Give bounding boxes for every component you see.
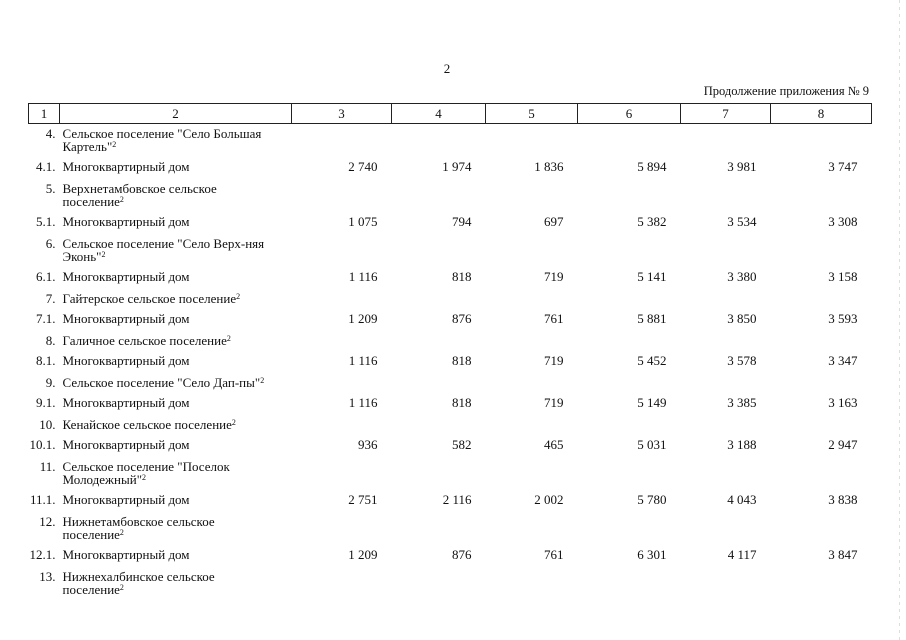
value-col-5 bbox=[486, 457, 578, 486]
row-name bbox=[63, 492, 190, 507]
row-number: 6.1. bbox=[36, 268, 56, 284]
row-name-cell bbox=[60, 234, 292, 263]
value-col-8: 3 308 bbox=[828, 213, 858, 229]
value-col-5 bbox=[486, 567, 578, 596]
value-col-8: 3 163 bbox=[828, 394, 858, 410]
row-name-text: Верхнетамбовское сельское поселение bbox=[62, 181, 217, 209]
value-col-5: 719 bbox=[544, 268, 564, 284]
value-col-4: 818 bbox=[452, 394, 472, 410]
row-name-text: Многоквартирный дом bbox=[62, 394, 190, 410]
value-col-7 bbox=[681, 179, 771, 208]
value-col-8 bbox=[771, 567, 872, 596]
value-col-5 bbox=[486, 179, 578, 208]
row-name-cell bbox=[60, 289, 292, 305]
table-row bbox=[29, 486, 872, 512]
value-col-7 bbox=[681, 415, 771, 431]
table-row bbox=[29, 347, 872, 373]
row-number: 10.1. bbox=[29, 436, 56, 452]
value-col-6 bbox=[578, 331, 681, 347]
value-col-5 bbox=[486, 124, 578, 154]
value-col-4 bbox=[392, 289, 486, 305]
value-col-4 bbox=[392, 567, 486, 596]
row-name-text: Многоквартирный дом bbox=[62, 268, 190, 284]
row-number: 4. bbox=[45, 126, 56, 141]
table-header bbox=[29, 104, 872, 124]
table-section-row bbox=[29, 124, 872, 154]
value-col-6 bbox=[578, 289, 681, 305]
row-name-cell bbox=[60, 431, 292, 457]
table-row bbox=[29, 389, 872, 415]
table-section-row bbox=[29, 234, 872, 263]
value-col-5 bbox=[486, 512, 578, 541]
row-name-text: Многоквартирный дом bbox=[62, 352, 190, 368]
row-name-cell bbox=[60, 512, 292, 541]
row-number: 9.1. bbox=[36, 394, 56, 410]
value-col-7 bbox=[681, 331, 771, 347]
row-name-cell bbox=[60, 263, 292, 289]
value-col-7: 4 043 bbox=[727, 491, 757, 507]
value-col-4 bbox=[392, 373, 486, 389]
row-name bbox=[63, 311, 190, 326]
table-section-row bbox=[29, 331, 872, 347]
row-name bbox=[63, 292, 278, 305]
row-number: 10. bbox=[39, 417, 56, 432]
footnote-marker: 2 bbox=[231, 418, 236, 427]
value-col-4 bbox=[392, 179, 486, 208]
value-col-6 bbox=[578, 567, 681, 596]
value-col-5: 465 bbox=[544, 436, 564, 452]
row-name bbox=[63, 159, 190, 174]
value-col-7 bbox=[681, 567, 771, 596]
value-col-5: 697 bbox=[544, 213, 564, 229]
value-col-8: 3 847 bbox=[828, 546, 858, 562]
value-col-7: 3 850 bbox=[727, 310, 757, 326]
value-col-4: 582 bbox=[452, 436, 472, 452]
value-col-3: 2 751 bbox=[348, 491, 378, 507]
value-col-4 bbox=[392, 331, 486, 347]
value-col-7 bbox=[681, 234, 771, 263]
value-col-8 bbox=[771, 512, 872, 541]
value-col-7 bbox=[681, 512, 771, 541]
row-number: 8. bbox=[45, 333, 56, 348]
table-section-row bbox=[29, 289, 872, 305]
value-col-5 bbox=[486, 331, 578, 347]
value-col-8 bbox=[771, 457, 872, 486]
value-col-7 bbox=[681, 289, 771, 305]
value-col-8: 3 158 bbox=[828, 268, 858, 284]
row-name-cell bbox=[60, 124, 292, 154]
value-col-7 bbox=[681, 124, 771, 154]
value-col-5 bbox=[486, 373, 578, 389]
row-number: 8.1. bbox=[36, 352, 56, 368]
value-col-5: 761 bbox=[544, 546, 564, 562]
table-row bbox=[29, 541, 872, 567]
value-col-8 bbox=[771, 415, 872, 431]
value-col-6: 5 141 bbox=[637, 268, 667, 284]
row-number: 6. bbox=[45, 236, 56, 251]
value-col-4 bbox=[392, 124, 486, 154]
value-col-3 bbox=[292, 373, 392, 389]
table-section-row bbox=[29, 567, 872, 596]
row-number: 12.1. bbox=[29, 546, 56, 562]
row-name-cell bbox=[60, 415, 292, 431]
value-col-4: 818 bbox=[452, 268, 472, 284]
row-name bbox=[63, 570, 278, 596]
value-col-6: 5 382 bbox=[637, 213, 667, 229]
value-col-8: 3 347 bbox=[828, 352, 858, 368]
value-col-3: 2 740 bbox=[348, 158, 378, 174]
value-col-8 bbox=[771, 373, 872, 389]
row-name bbox=[63, 547, 190, 562]
value-col-7 bbox=[681, 457, 771, 486]
value-col-3: 1 116 bbox=[348, 352, 378, 368]
table-section-row bbox=[29, 457, 872, 486]
value-col-4: 2 116 bbox=[442, 491, 472, 507]
header-col-4: 4 bbox=[392, 104, 486, 124]
row-name-text: Многоквартирный дом bbox=[62, 310, 190, 326]
value-col-8: 2 947 bbox=[828, 436, 858, 452]
row-name bbox=[63, 515, 278, 541]
footnote-marker: 2 bbox=[101, 250, 106, 259]
value-col-3: 1 116 bbox=[348, 268, 378, 284]
row-number: 11. bbox=[39, 459, 56, 474]
header-row bbox=[29, 104, 872, 124]
row-name-text: Кенайское сельское поселение bbox=[62, 417, 232, 432]
header-col-8: 8 bbox=[771, 104, 872, 124]
value-col-4: 818 bbox=[452, 352, 472, 368]
value-col-3: 1 209 bbox=[348, 546, 378, 562]
header-col-7: 7 bbox=[681, 104, 771, 124]
value-col-3: 1 209 bbox=[348, 310, 378, 326]
value-col-4 bbox=[392, 512, 486, 541]
row-name bbox=[63, 376, 278, 389]
value-col-3 bbox=[292, 512, 392, 541]
row-name-text: Многоквартирный дом bbox=[62, 491, 190, 507]
continuation-label: Продолжение приложения № 9 bbox=[703, 84, 869, 98]
row-name-text: Сельское поселение "Село Большая Картель" bbox=[62, 126, 262, 154]
table-row bbox=[29, 208, 872, 234]
value-col-4: 876 bbox=[452, 310, 472, 326]
value-col-6: 5 881 bbox=[637, 310, 667, 326]
row-name-text: Сельское поселение "Село Дап-пы" bbox=[62, 375, 261, 390]
value-col-5 bbox=[486, 234, 578, 263]
row-name-cell bbox=[60, 305, 292, 331]
value-col-6 bbox=[578, 457, 681, 486]
value-col-7: 3 534 bbox=[727, 213, 757, 229]
row-name-text: Гайтерское сельское поселение bbox=[62, 291, 237, 306]
row-name-cell bbox=[60, 331, 292, 347]
footnote-marker: 2 bbox=[112, 140, 117, 149]
value-col-8 bbox=[771, 289, 872, 305]
row-number: 7.1. bbox=[36, 310, 56, 326]
row-name-text: Многоквартирный дом bbox=[62, 546, 190, 562]
value-col-5: 719 bbox=[544, 352, 564, 368]
value-col-5: 1 836 bbox=[534, 158, 564, 174]
value-col-8 bbox=[771, 179, 872, 208]
row-name-cell bbox=[60, 347, 292, 373]
row-name-cell bbox=[60, 208, 292, 234]
value-col-6: 5 452 bbox=[637, 352, 667, 368]
table-row bbox=[29, 305, 872, 331]
value-col-5: 719 bbox=[544, 394, 564, 410]
value-col-5: 2 002 bbox=[534, 491, 564, 507]
row-number: 7. bbox=[45, 291, 56, 306]
row-number: 13. bbox=[39, 569, 56, 584]
value-col-7: 4 117 bbox=[727, 546, 757, 562]
header-col-6: 6 bbox=[578, 104, 681, 124]
table-section-row bbox=[29, 373, 872, 389]
value-col-5: 761 bbox=[544, 310, 564, 326]
row-name-cell bbox=[60, 567, 292, 596]
value-col-4: 1 974 bbox=[442, 158, 472, 174]
value-col-3 bbox=[292, 234, 392, 263]
table-row bbox=[29, 431, 872, 457]
value-col-3 bbox=[292, 179, 392, 208]
header-col-2: 2 bbox=[60, 104, 292, 124]
table-row bbox=[29, 153, 872, 179]
table-section-row bbox=[29, 415, 872, 431]
footnote-marker: 2 bbox=[236, 292, 241, 301]
row-name-cell bbox=[60, 457, 292, 486]
row-name-cell bbox=[60, 373, 292, 389]
value-col-6: 5 894 bbox=[637, 158, 667, 174]
value-col-4 bbox=[392, 415, 486, 431]
row-name bbox=[63, 237, 278, 263]
value-col-7: 3 578 bbox=[727, 352, 757, 368]
row-number: 5.1. bbox=[36, 213, 56, 229]
row-name bbox=[63, 182, 278, 208]
value-col-4: 876 bbox=[452, 546, 472, 562]
value-col-3 bbox=[292, 124, 392, 154]
data-table bbox=[28, 103, 872, 596]
value-col-5 bbox=[486, 415, 578, 431]
row-number: 12. bbox=[39, 514, 56, 529]
value-col-6 bbox=[578, 373, 681, 389]
value-col-3 bbox=[292, 567, 392, 596]
value-col-4 bbox=[392, 457, 486, 486]
page-number: 2 bbox=[443, 61, 451, 76]
footnote-marker: 2 bbox=[260, 376, 265, 385]
row-number: 4.1. bbox=[36, 158, 56, 174]
value-col-7: 3 380 bbox=[727, 268, 757, 284]
value-col-3 bbox=[292, 415, 392, 431]
row-name bbox=[63, 214, 190, 229]
row-name-cell bbox=[60, 153, 292, 179]
row-name-text: Многоквартирный дом bbox=[62, 436, 190, 452]
row-name-text: Сельское поселение "Поселок Молодежный" bbox=[62, 459, 230, 487]
footnote-marker: 2 bbox=[226, 334, 231, 343]
value-col-7: 3 385 bbox=[727, 394, 757, 410]
table-section-row bbox=[29, 512, 872, 541]
value-col-7: 3 981 bbox=[727, 158, 757, 174]
value-col-7: 3 188 bbox=[727, 436, 757, 452]
row-name-text: Многоквартирный дом bbox=[62, 158, 190, 174]
value-col-8 bbox=[771, 124, 872, 154]
footnote-marker: 2 bbox=[119, 528, 124, 537]
value-col-6: 5 149 bbox=[637, 394, 667, 410]
value-col-6 bbox=[578, 512, 681, 541]
value-col-3 bbox=[292, 289, 392, 305]
row-name-cell bbox=[60, 541, 292, 567]
table-body bbox=[29, 124, 872, 597]
row-name-text: Нижнехалбинское сельское поселение bbox=[62, 569, 215, 597]
row-name-cell bbox=[60, 486, 292, 512]
row-name bbox=[63, 353, 190, 368]
row-name-text: Галичное сельское поселение bbox=[62, 333, 227, 348]
row-name bbox=[63, 269, 190, 284]
header-col-1: 1 bbox=[29, 104, 60, 124]
value-col-3: 936 bbox=[358, 436, 378, 452]
row-name bbox=[63, 127, 278, 153]
row-name-text: Многоквартирный дом bbox=[62, 213, 190, 229]
row-number: 9. bbox=[45, 375, 56, 390]
value-col-8: 3 593 bbox=[828, 310, 858, 326]
value-col-8 bbox=[771, 234, 872, 263]
footnote-marker: 2 bbox=[119, 583, 124, 592]
value-col-6: 6 301 bbox=[637, 546, 667, 562]
value-col-3 bbox=[292, 331, 392, 347]
row-number: 11.1. bbox=[29, 491, 56, 507]
table-section-row bbox=[29, 179, 872, 208]
value-col-4 bbox=[392, 234, 486, 263]
table-row bbox=[29, 263, 872, 289]
row-number: 5. bbox=[45, 181, 56, 196]
value-col-3: 1 116 bbox=[348, 394, 378, 410]
row-name bbox=[63, 395, 190, 410]
value-col-8 bbox=[771, 331, 872, 347]
row-name bbox=[63, 460, 278, 486]
value-col-8: 3 747 bbox=[828, 158, 858, 174]
value-col-6 bbox=[578, 179, 681, 208]
header-col-5: 5 bbox=[486, 104, 578, 124]
row-name bbox=[63, 418, 278, 431]
row-name-cell bbox=[60, 389, 292, 415]
value-col-6 bbox=[578, 415, 681, 431]
value-col-8: 3 838 bbox=[828, 491, 858, 507]
value-col-5 bbox=[486, 289, 578, 305]
value-col-6 bbox=[578, 124, 681, 154]
value-col-6: 5 780 bbox=[637, 491, 667, 507]
footnote-marker: 2 bbox=[119, 195, 124, 204]
value-col-3 bbox=[292, 457, 392, 486]
value-col-3: 1 075 bbox=[348, 213, 378, 229]
value-col-6: 5 031 bbox=[637, 436, 667, 452]
row-name bbox=[63, 334, 278, 347]
value-col-4: 794 bbox=[452, 213, 472, 229]
header-col-3: 3 bbox=[292, 104, 392, 124]
footnote-marker: 2 bbox=[142, 473, 146, 482]
row-name-text: Сельское поселение "Село Верх-няя Эконь" bbox=[62, 236, 265, 264]
row-name-cell bbox=[60, 179, 292, 208]
row-name-text: Нижнетамбовское сельское поселение bbox=[62, 514, 215, 542]
value-col-7 bbox=[681, 373, 771, 389]
value-col-6 bbox=[578, 234, 681, 263]
scan-edge-mark bbox=[899, 0, 900, 640]
row-name bbox=[63, 437, 190, 452]
